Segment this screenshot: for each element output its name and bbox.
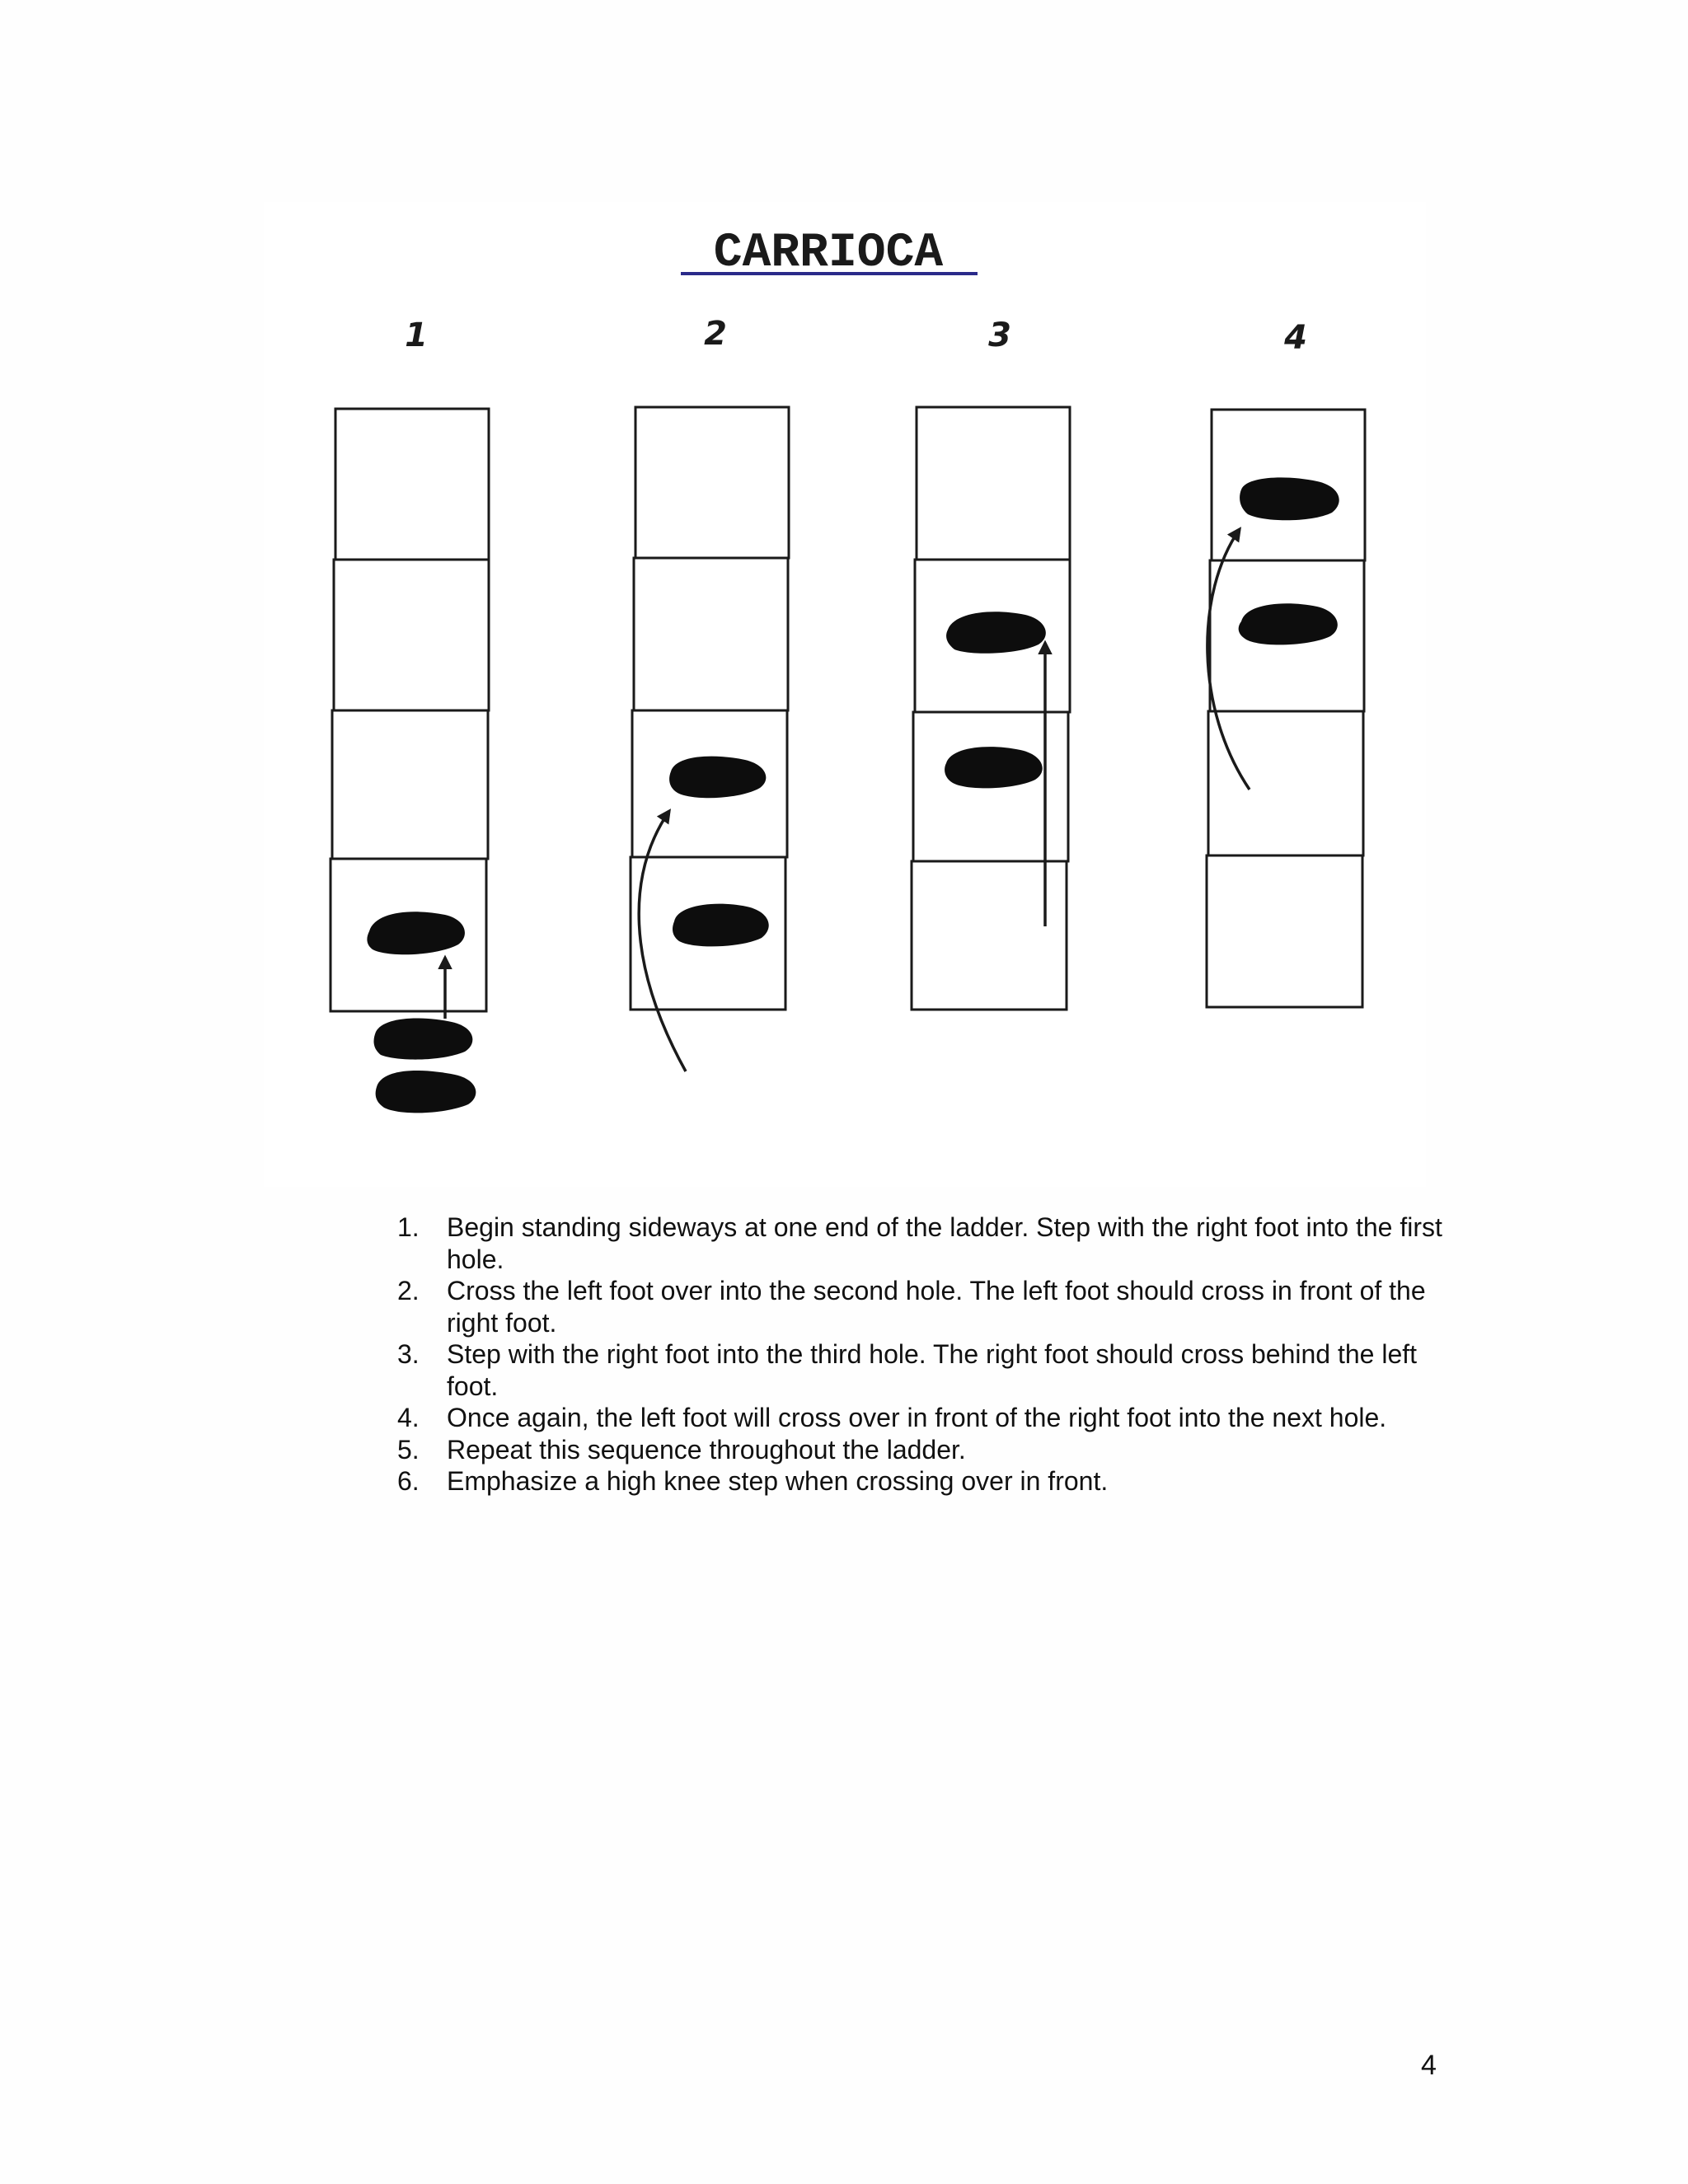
- instruction-text: Emphasize a high knee step when crossing over in front.: [447, 1466, 1109, 1496]
- step-arrow: [639, 811, 686, 1071]
- ladder-cell: [334, 560, 489, 710]
- instruction-text: Begin standing sideways at one end of the ladder. Step with the right foot into the first hole.: [447, 1212, 1442, 1274]
- diagram-title: CARRIOCA: [713, 227, 944, 280]
- step-number-1: 1: [405, 316, 428, 354]
- ladder-cell: [634, 558, 788, 710]
- instruction-text: Step with the right foot into the third hole. The right foot should cross behind the left foot.: [447, 1339, 1418, 1401]
- instruction-number: 2.: [397, 1276, 420, 1305]
- instruction-number: 1.: [397, 1212, 420, 1242]
- instruction-text: Once again, the left foot will cross over in front of the right foot into the next hole.: [447, 1403, 1387, 1432]
- instruction-item-3: [387, 1338, 1459, 1402]
- footprint-icon: [946, 612, 1046, 654]
- ladder-cell: [332, 710, 488, 859]
- footprint-icon: [673, 904, 769, 947]
- instruction-number: 6.: [397, 1466, 420, 1496]
- ladder-cell: [635, 407, 789, 558]
- ladder-cell: [917, 407, 1070, 560]
- ladder-cell: [1208, 711, 1363, 855]
- instruction-number: 3.: [397, 1339, 420, 1369]
- footprint-icon: [669, 757, 766, 799]
- step-number-4: 4: [1284, 319, 1307, 357]
- step-number-3: 3: [988, 316, 1011, 354]
- instruction-number: 5.: [397, 1434, 420, 1465]
- instruction-item-2: [387, 1275, 1459, 1338]
- ladder-step-2: [631, 407, 789, 1071]
- step-arrow: [1207, 529, 1250, 790]
- footprint-icon: [945, 747, 1043, 788]
- instruction-item-6: [387, 1465, 1459, 1497]
- instruction-item-4: [387, 1402, 1459, 1434]
- footprint-icon: [1240, 477, 1339, 520]
- ladder-cell: [912, 861, 1067, 1010]
- instruction-item-1: [387, 1212, 1459, 1275]
- ladder-step-4: [1207, 410, 1365, 1007]
- step-number-2: 2: [704, 315, 727, 353]
- footprint-icon: [376, 1071, 476, 1113]
- page-number: 4: [1421, 2050, 1437, 2081]
- footprint-icon: [374, 1019, 473, 1060]
- instruction-text: Repeat this sequence throughout the ladder.: [447, 1434, 966, 1465]
- instruction-list: [387, 1212, 1459, 1497]
- footprint-icon: [367, 912, 465, 954]
- ladder-step-1: [331, 409, 489, 1113]
- ladder-step-3: [912, 407, 1070, 1010]
- instruction-text: Cross the left foot over into the second hole. The left foot should cross in front of the right foot.: [447, 1276, 1426, 1338]
- ladder-cell: [335, 409, 489, 560]
- instruction-number: 4.: [397, 1403, 420, 1432]
- ladder-cell: [1207, 855, 1362, 1007]
- instruction-item-5: [387, 1434, 1459, 1466]
- footprint-icon: [1239, 603, 1338, 644]
